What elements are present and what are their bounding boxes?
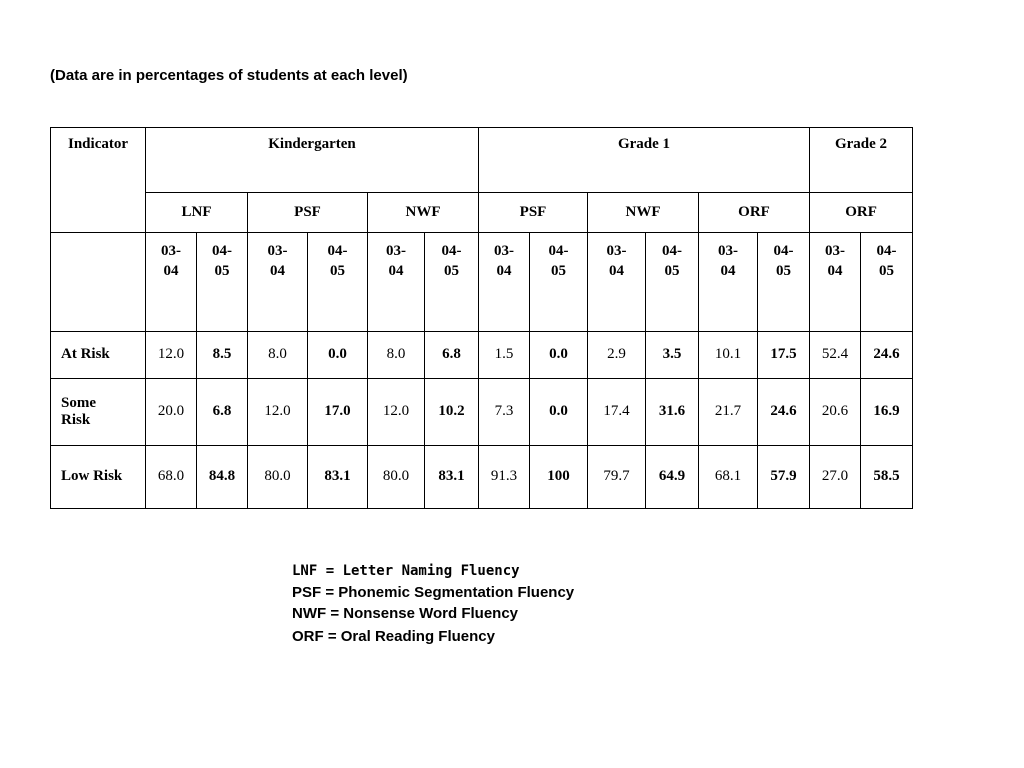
data-cell: 2.9	[588, 331, 646, 378]
measure-header: PSF	[479, 193, 588, 233]
measure-header: NWF	[368, 193, 479, 233]
data-cell: 24.6	[861, 331, 913, 378]
data-cell: 68.1	[699, 445, 758, 508]
legend-item: PSF = Phonemic Segmentation Fluency	[292, 584, 575, 601]
legend-item: NWF = Nonsense Word Fluency	[292, 605, 519, 622]
year-label: 03- 04	[718, 243, 738, 280]
data-cell: 21.7	[699, 378, 758, 445]
year-header-cell	[308, 233, 368, 331]
legend-item: ORF = Oral Reading Fluency	[292, 628, 495, 645]
data-cell: 12.0	[146, 331, 197, 378]
data-cell: 52.4	[810, 331, 861, 378]
year-label: 04- 05	[212, 243, 232, 280]
data-cell: 83.1	[425, 445, 479, 508]
data-cell: 57.9	[758, 445, 810, 508]
data-cell: 27.0	[810, 445, 861, 508]
data-cell: 0.0	[530, 331, 588, 378]
row-label: At Risk	[51, 331, 146, 378]
year-header-cell	[146, 233, 197, 331]
data-cell: 31.6	[646, 378, 699, 445]
table-row	[51, 331, 913, 378]
data-cell: 84.8	[197, 445, 248, 508]
data-cell: 20.6	[810, 378, 861, 445]
data-cell: 58.5	[861, 445, 913, 508]
data-cell: 3.5	[646, 331, 699, 378]
year-label: 03- 04	[825, 243, 846, 280]
data-cell: 17.0	[308, 378, 368, 445]
year-header-cell	[530, 233, 588, 331]
data-cell: 0.0	[308, 331, 368, 378]
year-label: 04- 05	[662, 243, 682, 280]
data-cell: 12.0	[368, 378, 425, 445]
year-label: 04- 05	[441, 243, 462, 280]
data-cell: 91.3	[479, 445, 530, 508]
year-header-cell	[810, 233, 861, 331]
data-cell: 24.6	[758, 378, 810, 445]
year-header-cell	[425, 233, 479, 331]
risk-indicator-table	[50, 127, 913, 509]
year-header-cell	[588, 233, 646, 331]
data-cell: 8.0	[368, 331, 425, 378]
year-label: 04- 05	[548, 243, 569, 280]
header-measure-row	[51, 193, 913, 233]
data-cell: 16.9	[861, 378, 913, 445]
measure-header: ORF	[699, 193, 810, 233]
data-cell: 79.7	[588, 445, 646, 508]
year-label: 04- 05	[876, 243, 897, 280]
data-cell: 80.0	[368, 445, 425, 508]
data-cell: 17.5	[758, 331, 810, 378]
data-cell: 100	[530, 445, 588, 508]
grade-header-grade-2: Grade 2	[810, 128, 913, 193]
measure-header: NWF	[588, 193, 699, 233]
data-cell: 83.1	[308, 445, 368, 508]
indicator-header: Indicator	[51, 128, 146, 233]
data-cell: 8.0	[248, 331, 308, 378]
year-header-cell	[368, 233, 425, 331]
year-header-cell	[699, 233, 758, 331]
measure-header: LNF	[146, 193, 248, 233]
table-row	[51, 445, 913, 508]
year-label: 03- 04	[386, 243, 406, 280]
row-label: Some Risk	[51, 378, 146, 445]
year-label: 03- 04	[606, 243, 627, 280]
year-header-cell	[197, 233, 248, 331]
abbreviation-legend	[292, 561, 574, 647]
year-header-cell	[758, 233, 810, 331]
legend-item: LNF = Letter Naming Fluency	[292, 563, 520, 579]
year-label: 04- 05	[327, 243, 348, 280]
data-cell: 6.8	[197, 378, 248, 445]
header-year-row	[51, 233, 913, 331]
table-row	[51, 378, 913, 445]
year-header-cell	[646, 233, 699, 331]
data-cell: 7.3	[479, 378, 530, 445]
year-header-cell	[248, 233, 308, 331]
measure-header: ORF	[810, 193, 913, 233]
year-header-cell	[861, 233, 913, 331]
row-label: Low Risk	[51, 445, 146, 508]
data-cell: 80.0	[248, 445, 308, 508]
grade-header-kindergarten: Kindergarten	[146, 128, 479, 193]
data-cell: 12.0	[248, 378, 308, 445]
empty-header-cell	[51, 233, 146, 331]
year-label: 04- 05	[773, 243, 794, 280]
data-cell: 64.9	[646, 445, 699, 508]
header-grade-row	[51, 128, 913, 193]
measure-header: PSF	[248, 193, 368, 233]
year-label: 03- 04	[494, 243, 514, 280]
year-header-cell	[479, 233, 530, 331]
data-cell: 68.0	[146, 445, 197, 508]
grade-header-grade-1: Grade 1	[479, 128, 810, 193]
data-cell: 0.0	[530, 378, 588, 445]
data-cell: 20.0	[146, 378, 197, 445]
data-cell: 6.8	[425, 331, 479, 378]
data-cell: 8.5	[197, 331, 248, 378]
data-cell: 1.5	[479, 331, 530, 378]
data-cell: 17.4	[588, 378, 646, 445]
data-cell: 10.1	[699, 331, 758, 378]
data-note: (Data are in percentages of students at each level)	[50, 67, 408, 84]
year-label: 03- 04	[161, 243, 181, 280]
data-cell: 10.2	[425, 378, 479, 445]
year-label: 03- 04	[267, 243, 288, 280]
